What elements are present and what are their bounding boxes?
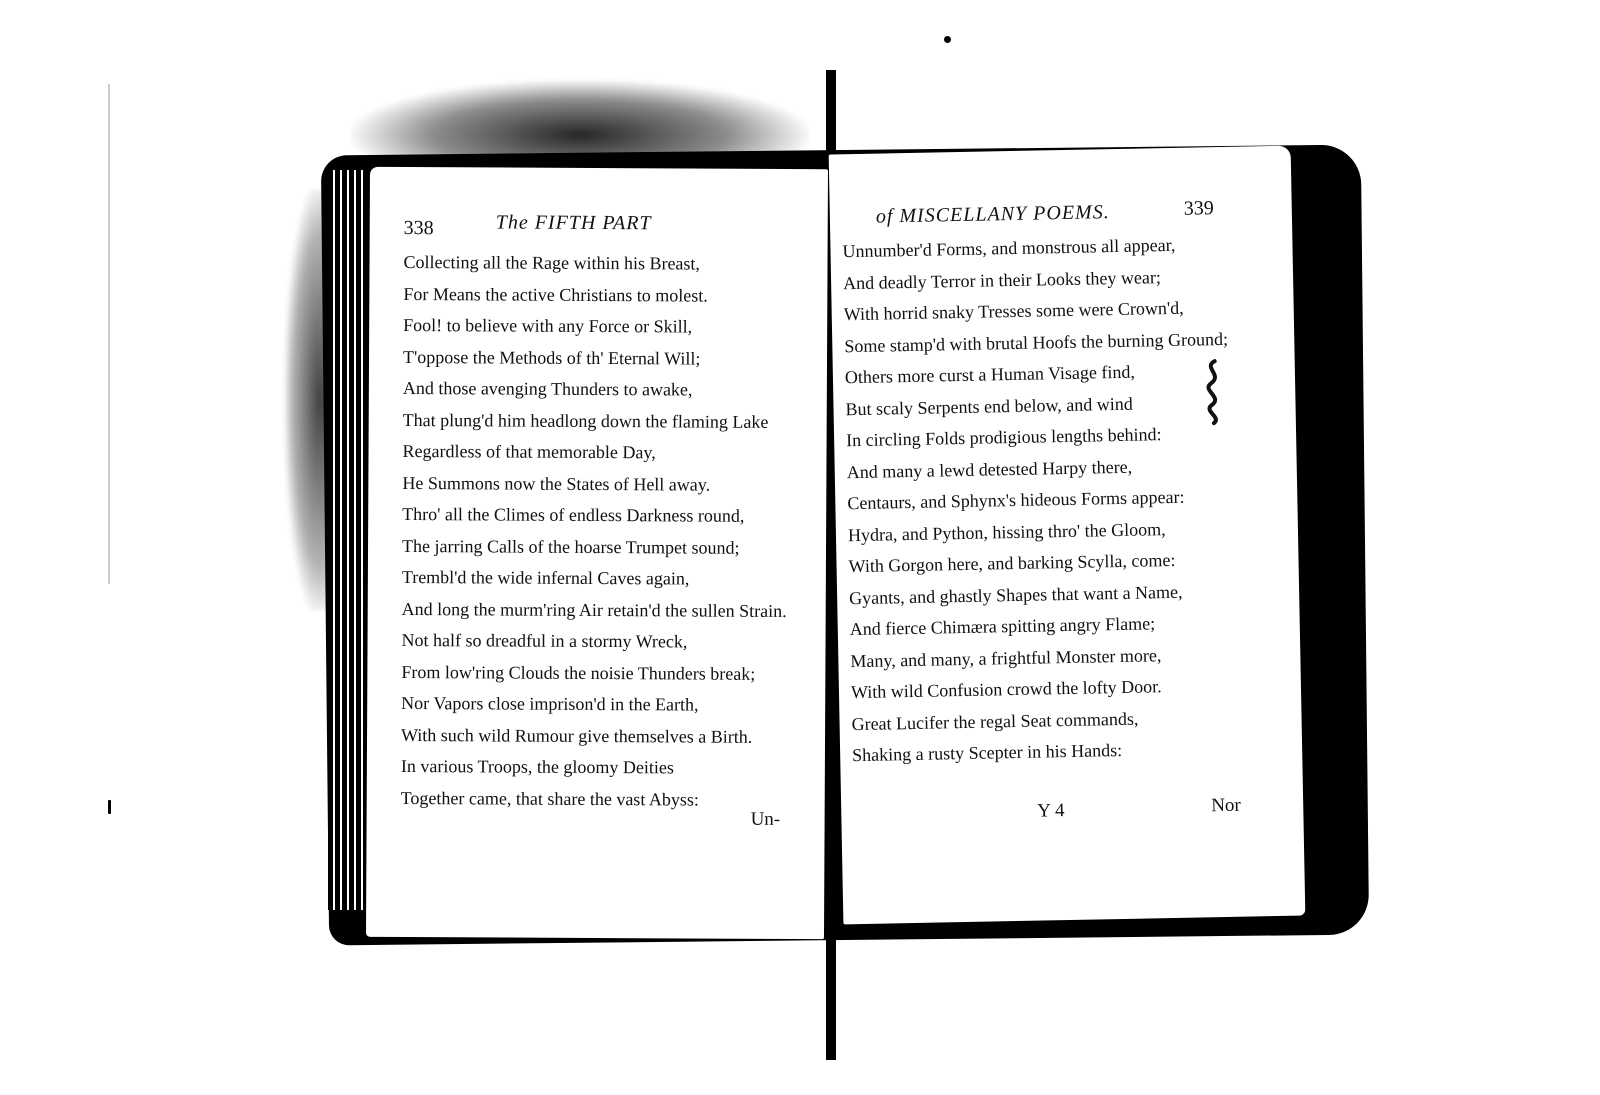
right-page-number: 339	[1183, 197, 1214, 220]
right-running-head: of MISCELLANY POEMS.	[875, 201, 1110, 228]
verse-line: In various Troops, the gloomy Deities	[400, 755, 674, 778]
verse-line: For Means the active Christians to molest.	[403, 283, 708, 306]
verse-line: That plung'd him headlong down the flaming Lake	[402, 409, 769, 432]
verse-line: Nor Vapors close imprison'd in the Earth,	[401, 692, 699, 715]
verse-line: Trembl'd the wide infernal Caves again,	[401, 566, 690, 589]
verse-line: From low'ring Clouds the noisie Thunders break;	[401, 661, 756, 684]
verse-line: Hydra, and Python, hissing thro' the Gloom,	[847, 518, 1166, 545]
verse-line: And those avenging Thunders to awake,	[402, 377, 693, 400]
verse-line: With wild Confusion crowd the lofty Door.	[850, 676, 1162, 703]
verse-line: Unnumber'd Forms, and monstrous all appear,	[842, 234, 1176, 262]
verse-line: With such wild Rumour give themselves a Birth.	[400, 724, 753, 747]
verse-line: Gyants, and ghastly Shapes that want a Name,	[848, 581, 1183, 608]
verse-line: And deadly Terror in their Looks they wear;	[842, 266, 1162, 293]
verse-line: But scaly Serpents end below, and wind	[845, 393, 1133, 419]
verse-line: Regardless of that memorable Day,	[402, 440, 656, 463]
verse-line: With horrid snaky Tresses some were Crown'd,	[843, 297, 1184, 325]
verse-line: Great Lucifer the regal Seat commands,	[851, 708, 1139, 734]
left-running-head: The FIFTH PART	[495, 211, 652, 235]
signature-mark: Y 4	[1037, 800, 1065, 822]
verse-line: Together came, that share the vast Abyss:	[400, 787, 699, 810]
verse-line: Many, and many, a frightful Monster more,	[850, 644, 1162, 671]
speck	[944, 36, 951, 43]
page-edges	[328, 170, 366, 910]
verse-line: He Summons now the States of Hell away.	[402, 472, 711, 495]
verse-line: Fool! to believe with any Force or Skill,	[403, 314, 693, 337]
scan-mark	[108, 800, 111, 814]
right-verse-lines	[842, 229, 1236, 772]
verse-line: In circling Folds prodigious lengths behind:	[845, 424, 1162, 451]
right-catchword: Nor	[1211, 794, 1241, 817]
left-catchword: Un-	[750, 808, 781, 830]
verse-line: Others more curst a Human Visage find,	[844, 361, 1136, 388]
left-page-number: 338	[403, 216, 434, 240]
margin-scribble-icon	[1201, 357, 1226, 427]
verse-line: The jarring Calls of the hoarse Trumpet sound;	[401, 535, 740, 558]
verse-line: T'oppose the Methods of th' Eternal Will;	[402, 346, 701, 369]
scan-edge-line	[108, 84, 110, 584]
verse-line: Not half so dreadful in a stormy Wreck,	[401, 629, 688, 652]
verse-line: And long the murm'ring Air retain'd the sullen Strain.	[401, 598, 787, 621]
verse-line: With Gorgon here, and barking Scylla, come:	[848, 549, 1176, 577]
verse-line: And many a lewd detested Harpy there,	[846, 456, 1133, 482]
verse-line: Some stamp'd with brutal Hoofs the burning Ground;	[844, 328, 1229, 356]
verse-line: Thro' all the Climes of endless Darkness round,	[402, 503, 745, 526]
left-page	[366, 167, 828, 939]
right-page	[829, 146, 1306, 925]
verse-line: Collecting all the Rage within his Breast,	[403, 251, 701, 274]
verse-line: And fierce Chimæra spitting angry Flame;	[849, 613, 1156, 640]
verse-line: Centaurs, and Sphynx's hideous Forms appear:	[847, 486, 1185, 514]
verse-line: Shaking a rusty Scepter in his Hands:	[851, 739, 1123, 766]
left-verse-lines	[401, 247, 789, 816]
